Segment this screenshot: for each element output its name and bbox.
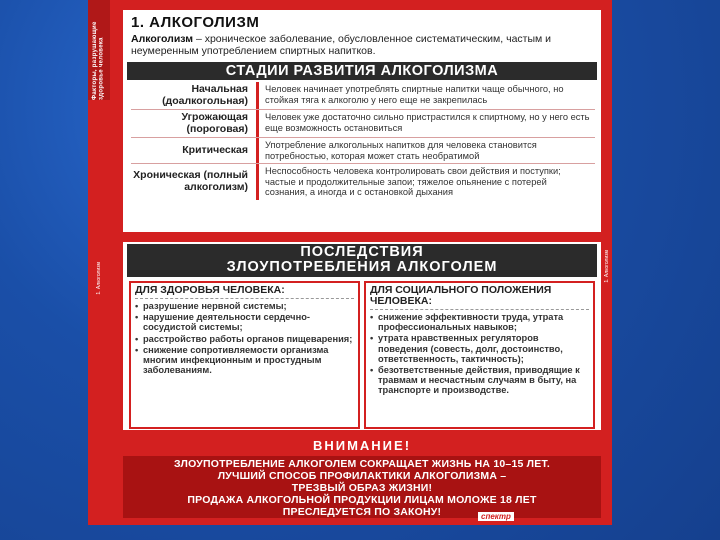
stage-row	[131, 138, 595, 164]
side-tab-label: Факторы, разрушающие здоровье человека	[92, 21, 105, 100]
health-list	[135, 301, 354, 375]
stage-name: Угрожающая (пороговая)	[131, 110, 259, 137]
social-column	[364, 281, 595, 429]
consequences-title	[127, 244, 597, 277]
attention-box	[123, 456, 601, 518]
attention-line: ПРЕСЛЕДУЕТСЯ ПО ЗАКОНУ!	[282, 506, 442, 518]
list-item: • снижение сопротивляемости организма многим инфекционным и простудным заболеваниям.	[135, 345, 354, 376]
poster	[88, 0, 612, 525]
list-item: • безответственные действия, приводящие к травмам и несчастным случаям в быту, на транспорте и производстве.	[370, 365, 589, 396]
stage-row	[131, 82, 595, 110]
side-tab	[88, 0, 110, 100]
attention-line: ПРОДАЖА АЛКОГОЛЬНОЙ ПРОДУКЦИИ ЛИЦАМ МОЛОЖЕ 18 ЛЕТ	[187, 494, 537, 506]
list-item: • расстройство работы органов пищеварения;	[135, 334, 354, 344]
stage-desc: Человек уже достаточно сильно пристрастился к спиртному, но у него есть еще возможность остановиться	[265, 112, 590, 133]
attention-line: ТРЕЗВЫЙ ОБРАЗ ЖИЗНИ!	[291, 482, 433, 494]
stages-title: СТАДИИ РАЗВИТИЯ АЛКОГОЛИЗМА	[127, 62, 597, 80]
attention-line: ЗЛОУПОТРЕБЛЕНИЕ АЛКОГОЛЕМ СОКРАЩАЕТ ЖИЗНЬ НА 10–15 ЛЕТ.	[174, 458, 550, 470]
consequences-columns	[129, 281, 595, 429]
consequences-title-line1: ПОСЛЕДСТВИЯ	[300, 244, 424, 260]
edge-label-left: 1. Алкоголизм	[96, 262, 102, 295]
stage-row	[131, 110, 595, 138]
health-column	[129, 281, 360, 429]
list-item: • разрушение нервной системы;	[135, 301, 354, 311]
definition	[131, 33, 595, 57]
health-title: ДЛЯ ЗДОРОВЬЯ ЧЕЛОВЕКА:	[135, 285, 354, 299]
edge-label-right: 1. Алкоголизм	[604, 250, 610, 283]
consequences-panel	[123, 242, 601, 430]
definition-text: – хроническое заболевание, обусловленное систематическим, частым и неумеренным употреблением спиртных напитков.	[131, 33, 552, 57]
consequences-title-line2: ЗЛОУПОТРЕБЛЕНИЯ АЛКОГОЛЕМ	[226, 259, 498, 275]
list-item: • утрата нравственных регуляторов поведения (совесть, долг, достоинство, ответственность, тактичность);	[370, 333, 589, 364]
attention-title: ВНИМАНИЕ!	[312, 438, 412, 453]
list-item: • нарушение деятельности сердечно-сосудистой системы;	[135, 312, 354, 332]
publisher-logo: спектр	[478, 512, 514, 521]
attention-line: ЛУЧШИЙ СПОСОБ ПРОФИЛАКТИКИ АЛКОГОЛИЗМА –	[217, 470, 507, 482]
social-title: ДЛЯ СОЦИАЛЬНОГО ПОЛОЖЕНИЯ ЧЕЛОВЕКА:	[370, 285, 589, 310]
stage-row	[131, 164, 595, 200]
stage-desc: Человек начинает употреблять спиртные напитки чаще обычного, но стойкая тяга к алкоголю у него еще не закрепилась	[265, 84, 564, 105]
stage-name: Критическая	[131, 138, 259, 163]
definition-term: Алкоголизм	[131, 33, 194, 45]
alcoholism-panel	[123, 10, 601, 232]
list-item: • снижение эффективности труда, утрата профессиональных навыков;	[370, 312, 589, 332]
social-list	[370, 312, 589, 396]
stage-desc: Употребление алкогольных напитков для человека становится потребностью, которая может стать необратимой	[265, 140, 537, 161]
stage-desc: Неспособность человека контролировать свои действия и поступки; частые и продолжительные запои; тяжелое опьянение с потерей сознания, а иногда и с остановкой дыхания	[265, 166, 561, 197]
stage-name: Хроническая (полный алкоголизм)	[131, 164, 259, 200]
section-title: 1. АЛКОГОЛИЗМ	[131, 14, 260, 31]
stage-name: Начальная (доалкогольная)	[131, 82, 259, 109]
